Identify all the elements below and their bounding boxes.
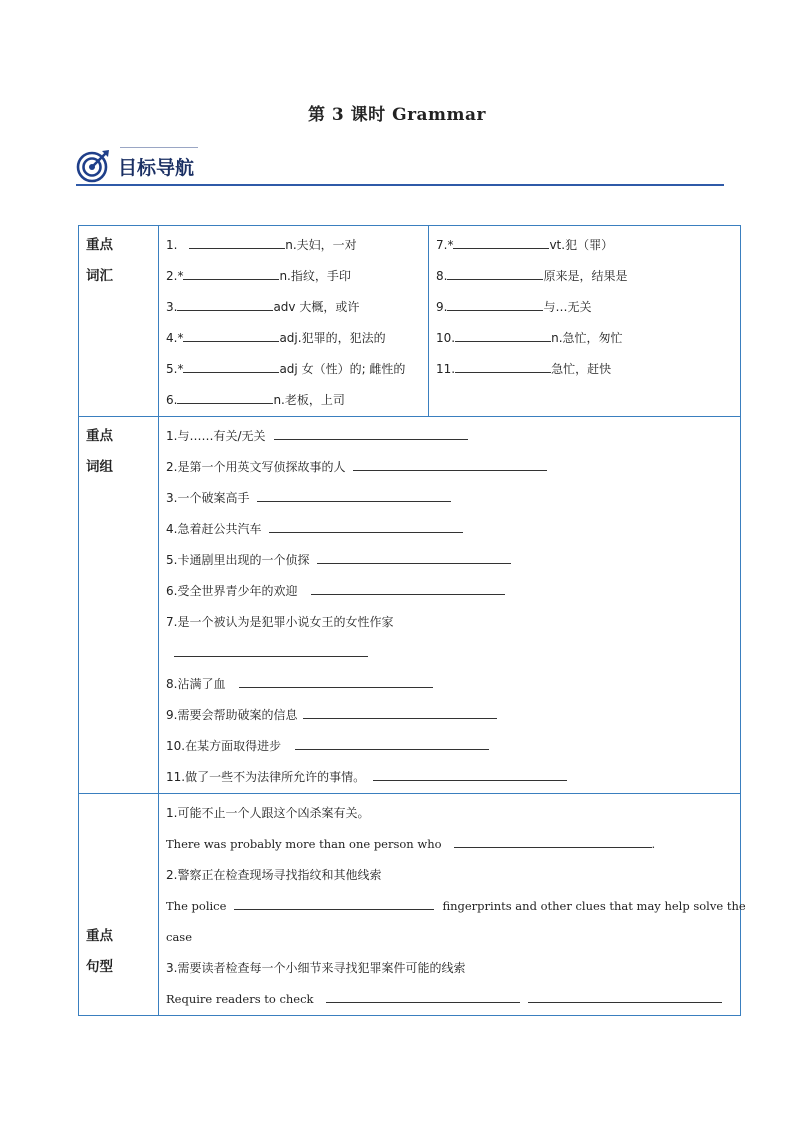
phrase-item: 6.受全世界青少年的欢迎: [166, 576, 740, 607]
vocab-item: 10. n.急忙，匆忙: [436, 323, 740, 354]
target-icon: [76, 149, 110, 183]
answer-blank[interactable]: [274, 426, 468, 440]
vocab-item: 1. n.夫妇，一对: [166, 230, 428, 261]
sentence-en: Require readers to check: [166, 984, 740, 1015]
vocab-right-cell: [429, 226, 741, 417]
vocab-item: 5.* adj 女（性）的; 雌性的: [166, 354, 428, 385]
phrases-cell: [159, 417, 741, 794]
answer-blank[interactable]: [234, 896, 434, 910]
answer-blank[interactable]: [454, 834, 652, 848]
section-heading: 目标导航: [118, 157, 195, 179]
vocab-item: 3. adv 大概，或许: [166, 292, 428, 323]
phrase-item: 10.在某方面取得进步: [166, 731, 740, 762]
answer-blank[interactable]: [177, 297, 273, 311]
vocab-item: 9. 与…无关: [436, 292, 740, 323]
answer-blank[interactable]: [174, 643, 368, 657]
answer-blank[interactable]: [528, 989, 722, 1003]
phrase-item: 3.一个破案高手: [166, 483, 740, 514]
sentences-cell: [159, 794, 746, 1016]
answer-blank[interactable]: [189, 235, 285, 249]
answer-blank[interactable]: [311, 581, 505, 595]
answer-blank[interactable]: [257, 488, 451, 502]
answer-blank[interactable]: [183, 328, 279, 342]
study-table: [78, 225, 746, 1016]
vocab-left-cell: [159, 226, 429, 417]
sentence-en: There was probably more than one person who .: [166, 829, 740, 860]
answer-blank[interactable]: [447, 297, 543, 311]
sentence-en: The police fingerprints and other clues that may help solve the: [166, 891, 740, 922]
vocab-item: 7.* vt.犯（罪）: [436, 230, 740, 261]
sentences-label: 重点 句型: [79, 794, 159, 1016]
vocab-item: 4.* adj.犯罪的，犯法的: [166, 323, 428, 354]
sentence-cn: 3.需要读者检查每一个小细节来寻找犯罪案件可能的线索: [166, 961, 466, 975]
answer-blank[interactable]: [303, 705, 497, 719]
vocab-item: 8. 原来是，结果是: [436, 261, 740, 292]
vocab-item: 2.* n.指纹，手印: [166, 261, 428, 292]
phrase-item: 1.与……有关/无关: [166, 421, 740, 452]
vocab-row: [79, 226, 741, 417]
answer-blank[interactable]: [353, 457, 547, 471]
answer-blank[interactable]: [317, 550, 511, 564]
answer-blank[interactable]: [269, 519, 463, 533]
page-title: 第 3 课时 Grammar: [307, 105, 487, 125]
header-rule: [76, 184, 724, 186]
section-header: [76, 145, 724, 187]
header-top-line: [120, 147, 198, 148]
sentence-cn: 1.可能不止一个人跟这个凶杀案有关。: [166, 806, 370, 820]
answer-blank[interactable]: [453, 235, 549, 249]
answer-blank[interactable]: [373, 767, 567, 781]
phrase-item: 11.做了一些不为法律所允许的事情。: [166, 762, 740, 793]
sentence-cn: 2.警察正在检查现场寻找指纹和其他线索: [166, 868, 382, 882]
phrases-row: [79, 417, 741, 794]
answer-blank[interactable]: [239, 674, 433, 688]
phrases-label: 重点 词组: [79, 417, 159, 794]
vocab-item: 11. 急忙，赶快: [436, 354, 740, 385]
vocab-label: 重点 词汇: [79, 226, 159, 417]
phrase-item: 4.急着赶公共汽车: [166, 514, 740, 545]
answer-blank[interactable]: [455, 328, 551, 342]
answer-blank[interactable]: [455, 359, 551, 373]
phrase-item: 2.是第一个用英文写侦探故事的人: [166, 452, 740, 483]
sentence-en-continuation: case: [166, 930, 193, 944]
answer-blank[interactable]: [326, 989, 520, 1003]
answer-blank[interactable]: [447, 266, 543, 280]
phrase-item-continuation: [166, 638, 740, 669]
answer-blank[interactable]: [183, 266, 279, 280]
answer-blank[interactable]: [177, 390, 273, 404]
sentences-row: [79, 794, 741, 1016]
phrase-item: 7.是一个被认为是犯罪小说女王的女性作家: [166, 615, 394, 629]
phrase-item: 8.沾满了血: [166, 669, 740, 700]
answer-blank[interactable]: [295, 736, 489, 750]
vocab-item: 6. n.老板，上司: [166, 385, 428, 416]
phrase-item: 5.卡通剧里出现的一个侦探: [166, 545, 740, 576]
phrase-item: 9.需要会帮助破案的信息: [166, 700, 740, 731]
answer-blank[interactable]: [183, 359, 279, 373]
